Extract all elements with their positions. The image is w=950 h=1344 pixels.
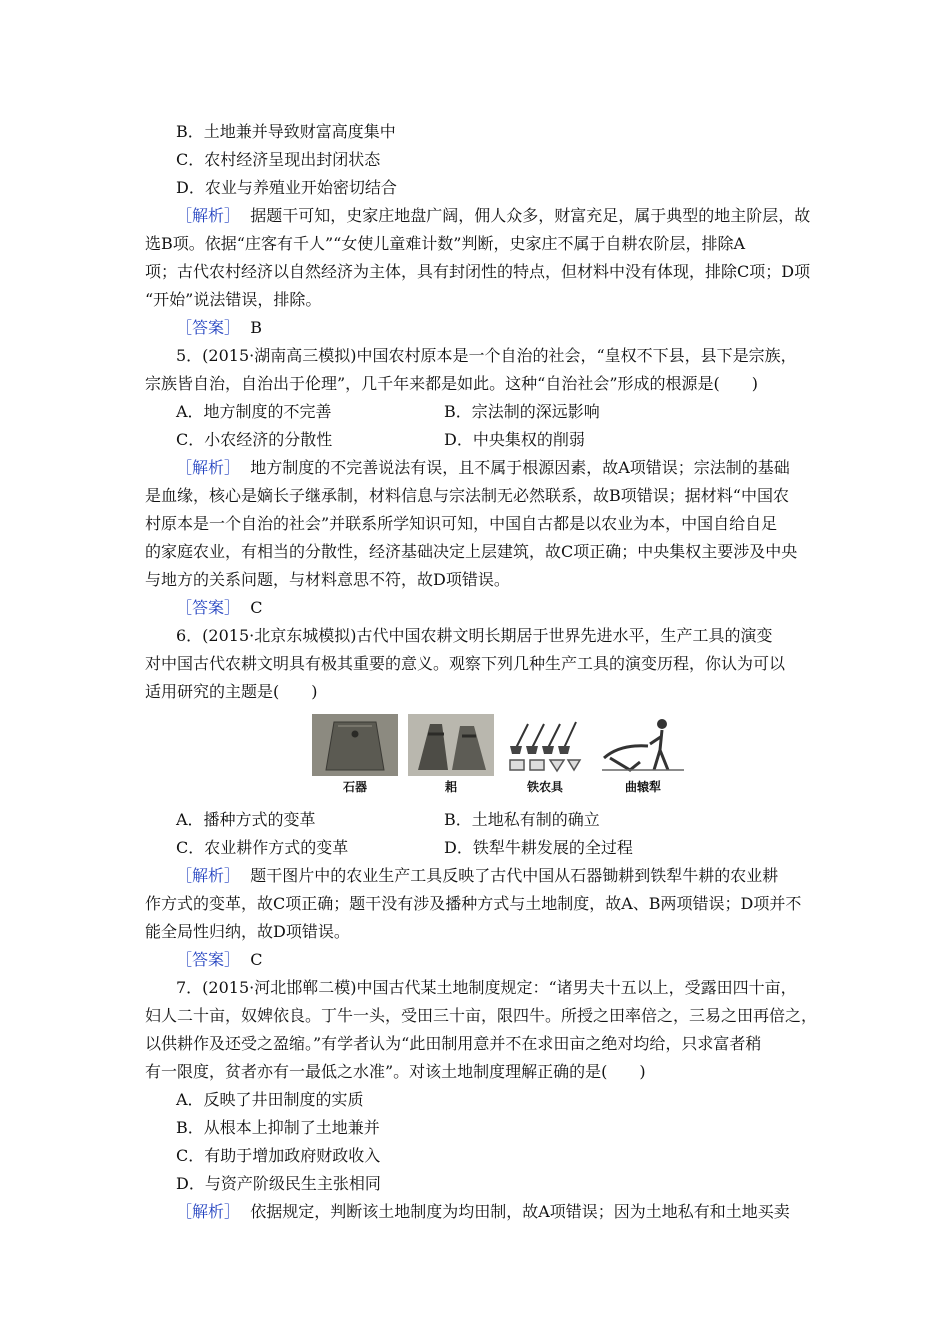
q6-stem-line-1: 6．(2015·北京东城模拟)古代中国农耕文明长期居于世界先进水平，生产工具的演变 [176, 626, 773, 645]
curved-plough-item [600, 714, 686, 800]
q4-option-b: B．土地兼并导致财富高度集中 [176, 122, 396, 141]
q5-answer: ［答案］ C [176, 598, 263, 617]
q4-option-d: D．农业与养殖业开始密切结合 [176, 178, 397, 197]
q5-option-a: A．地方制度的不完善 [176, 402, 332, 421]
analysis-tag: ［解析］ [176, 1202, 241, 1221]
q5-analysis-line-3: 村原本是一个自治的社会”并联系所学知识可知，中国自古都是以农业为本，中国自给自足 [145, 514, 778, 533]
caption-curved-plough: 曲辕犁 [624, 780, 661, 794]
q5-analysis-line-4: 的家庭农业，有相当的分散性，经济基础决定上层建筑，故C项正确；中央集权主要涉及中央 [145, 542, 798, 561]
stone-tool-image [312, 714, 398, 776]
q7-stem-line-3: 以供耕作及还受之盈缩。”有学者认为“此田制用意并不在求田亩之绝对均给，只求富者稍 [145, 1034, 762, 1053]
q6-options-row-2 [176, 834, 776, 862]
q5-option-d: D．中央集权的削弱 [444, 430, 585, 449]
q7-option-b: B．从根本上抑制了土地兼并 [176, 1118, 380, 1137]
iron-tools-image [502, 714, 588, 776]
q7-analysis-line-1: ［解析］ 依据规定，判断该土地制度为均田制，故A项错误；因为土地私有和土地买卖 [176, 1202, 790, 1221]
q5-option-b: B．宗法制的深远影响 [444, 402, 600, 421]
si-tool-image [408, 714, 494, 776]
q5-stem-line-2: 宗族皆自治，自治出于伦理”，几千年来都是如此。这种“自治社会”形成的根源是( ) [145, 374, 759, 393]
q6-options-row-1 [176, 806, 776, 834]
analysis-tag: ［解析］ [176, 866, 241, 885]
q6-option-b: B．土地私有制的确立 [444, 810, 600, 829]
q6-option-a: A．播种方式的变革 [176, 810, 316, 829]
q6-analysis-line-2: 作方式的变革，故C项正确；题干没有涉及播种方式与土地制度，故A、B两项错误；D项并不 [145, 894, 802, 913]
q5-options-row-1 [176, 398, 776, 426]
caption-stone-tool: 石器 [342, 780, 367, 794]
farming-tools-figure [312, 714, 688, 800]
q6-stem-line-2: 对中国古代农耕文明具有极其重要的意义。观察下列几种生产工具的演变历程，你认为可以 [145, 654, 786, 673]
q6-stem-line-3: 适用研究的主题是( ) [145, 682, 318, 701]
iron-tools-item [502, 714, 588, 800]
q4-analysis-line-1: ［解析］ 据题干可知，史家庄地盘广阔，佣人众多，财富充足，属于典型的地主阶层，故 [176, 206, 811, 225]
q7-option-c: C．有助于增加政府财政收入 [176, 1146, 381, 1165]
q6-analysis-line-1: ［解析］ 题干图片中的农业生产工具反映了古代中国从石器锄耕到铁犁牛耕的农业耕 [176, 866, 779, 885]
q5-analysis-line-5: 与地方的关系问题，与材料意思不符，故D项错误。 [145, 570, 510, 589]
si-tool-item [408, 714, 494, 800]
q6-option-d: D．铁犁牛耕发展的全过程 [444, 838, 633, 857]
answer-tag: ［答案］ [176, 598, 241, 617]
q7-stem-line-1: 7．(2015·河北邯郸二模)中国古代某土地制度规定：“诸男夫十五以上，受露田四十亩， [176, 978, 797, 997]
curved-plough-image [600, 714, 686, 776]
analysis-tag: ［解析］ [176, 458, 241, 477]
q6-answer: ［答案］ C [176, 950, 263, 969]
q7-stem-line-4: 有一限度，贫者亦有一最低之水准”。对该土地制度理解正确的是( ) [145, 1062, 646, 1081]
analysis-tag: ［解析］ [176, 206, 241, 225]
caption-si-tool: 耜 [444, 780, 457, 794]
q7-option-d: D．与资产阶级民生主张相同 [176, 1174, 381, 1193]
q4-answer: ［答案］ B [176, 318, 262, 337]
q7-stem-line-2: 妇人二十亩，奴婢依良。丁牛一头，受田三十亩，限四牛。所授之田率倍之，三易之田再倍之， [145, 1006, 818, 1025]
q5-stem-line-1: 5．(2015·湖南高三模拟)中国农村原本是一个自治的社会，“皇权不下县，县下是宗族， [176, 346, 797, 365]
q6-analysis-line-3: 能全局性归纳，故D项错误。 [145, 922, 350, 941]
q6-option-c: C．农业耕作方式的变革 [176, 838, 349, 857]
stone-tool-item [312, 714, 398, 800]
q4-analysis-line-2: 选B项。依据“庄客有千人”“女使儿童难计数”判断，史家庄不属于自耕农阶层，排除A [145, 234, 746, 253]
answer-tag: ［答案］ [176, 950, 241, 969]
caption-iron-tools: 铁农具 [526, 780, 563, 794]
q7-option-a: A．反映了井田制度的实质 [176, 1090, 364, 1109]
answer-tag: ［答案］ [176, 318, 241, 337]
q5-analysis-line-1: ［解析］ 地方制度的不完善说法有误，且不属于根源因素，故A项错误；宗法制的基础 [176, 458, 790, 477]
q4-option-c: C．农村经济呈现出封闭状态 [176, 150, 381, 169]
q5-analysis-line-2: 是血缘，核心是嫡长子继承制，材料信息与宗法制无必然联系，故B项错误；据材料“中国农 [145, 486, 789, 505]
q4-analysis-line-3: 项；古代农村经济以自然经济为主体，具有封闭性的特点，但材料中没有体现，排除C项；D项 [145, 262, 811, 281]
q5-option-c: C．小农经济的分散性 [176, 430, 333, 449]
q4-analysis-line-4: “开始”说法错误，排除。 [145, 290, 322, 309]
q5-options-row-2 [176, 426, 776, 454]
